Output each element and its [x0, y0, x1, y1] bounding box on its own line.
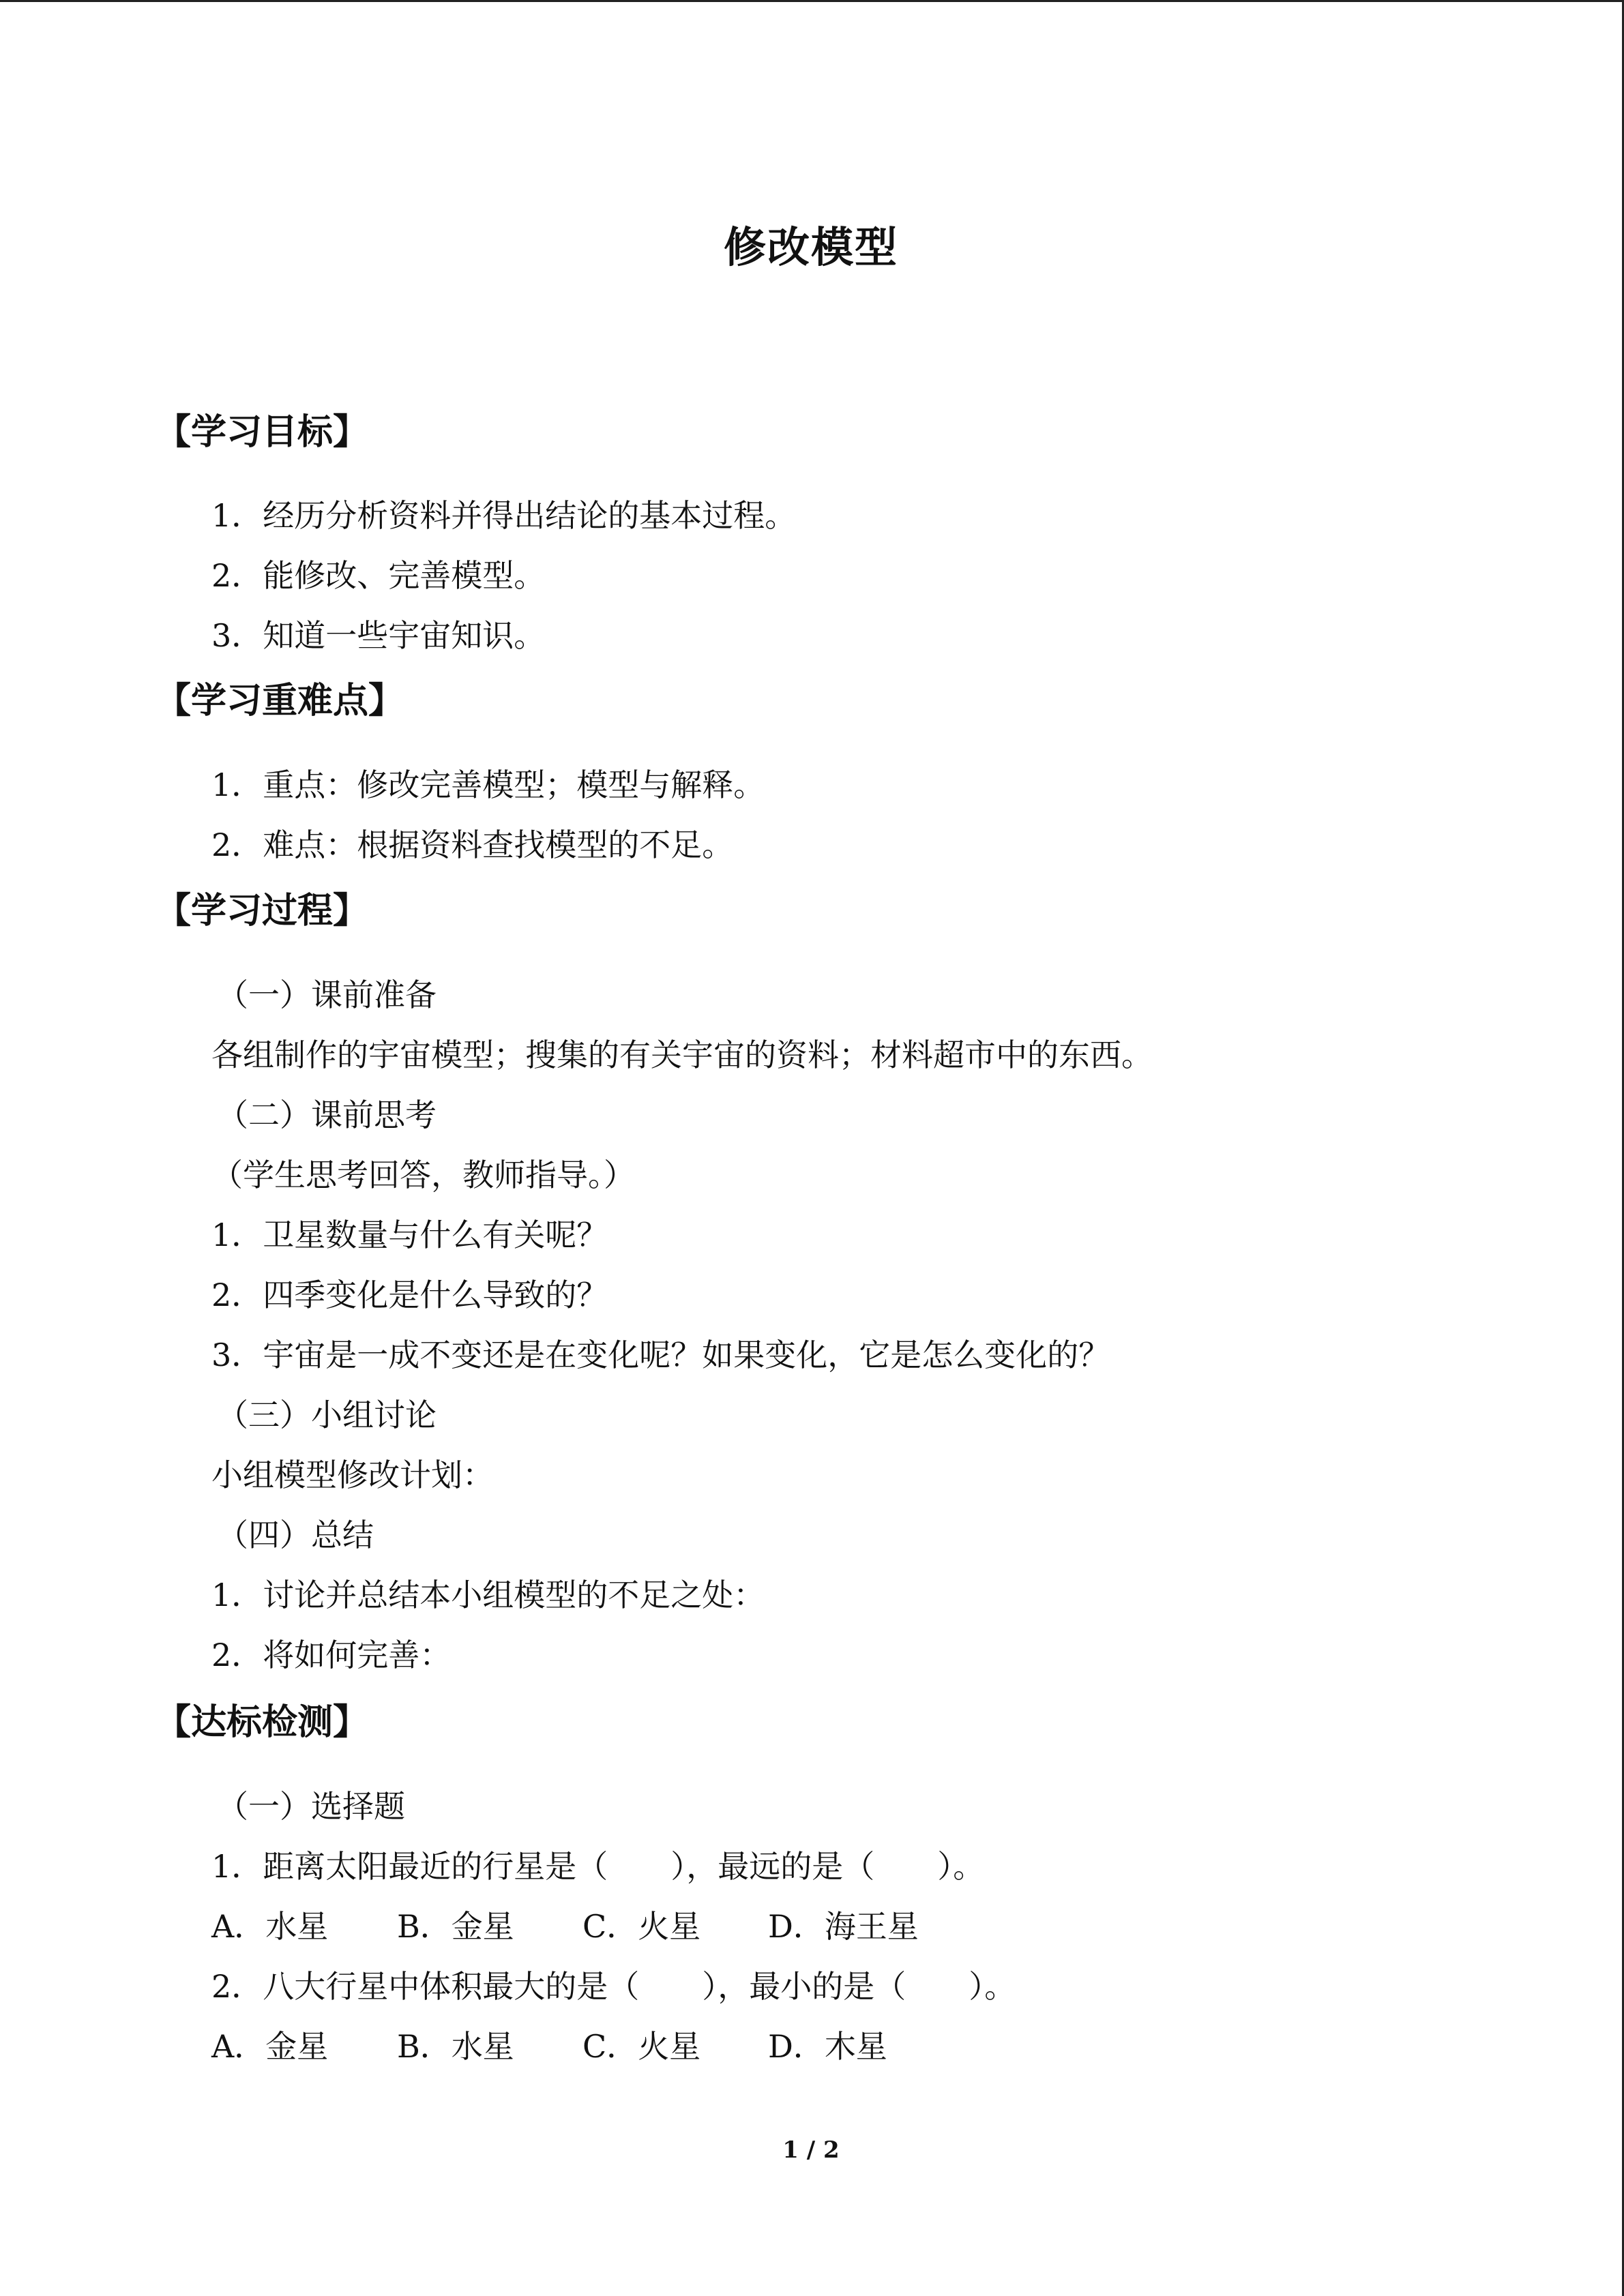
process-line-1: （一）课前准备 [217, 976, 437, 1013]
key-point-item-2: 2．难点：根据资料查找模型的不足。 [211, 826, 734, 863]
process-line-3: （二）课前思考 [217, 1097, 437, 1133]
test-subheading: （一）选择题 [217, 1788, 405, 1825]
process-line-12: 2．将如何完善： [211, 1637, 452, 1673]
question-2: 2．八大行星中体积最大的是（ ），最小的是（ ）。 [211, 1968, 1016, 2005]
section-heading-test: 【达标检测】 [156, 1702, 369, 1743]
process-line-2: 各组制作的宇宙模型；搜集的有关宇宙的资料；材料超市中的东西。 [211, 1037, 1153, 1073]
goal-item-3: 3．知道一些宇宙知识。 [211, 617, 546, 654]
process-line-8: （三）小组讨论 [217, 1397, 437, 1433]
question-1-option-a: A．水星 [211, 1908, 329, 1945]
question-1: 1．距离太阳最近的行星是（ ），最远的是（ ）。 [211, 1848, 985, 1885]
section-heading-key-points: 【学习重难点】 [156, 681, 404, 721]
process-line-6: 2．四季变化是什么导致的？ [211, 1277, 608, 1313]
process-line-7: 3．宇宙是一成不变还是在变化呢？如果变化，它是怎么变化的？ [211, 1337, 1110, 1373]
page-title: 修改模型 [723, 222, 898, 272]
section-heading-goals: 【学习目标】 [156, 412, 369, 453]
question-2-option-a: A．金星 [211, 2028, 329, 2065]
process-line-10: （四）总结 [217, 1517, 374, 1553]
question-2-option-d: D．木星 [768, 2028, 887, 2065]
page-number: 1 / 2 [782, 2136, 840, 2164]
process-line-9: 小组模型修改计划： [211, 1457, 494, 1493]
question-2-option-c: C．火星 [582, 2028, 701, 2065]
question-1-options [211, 1902, 919, 1947]
question-1-option-c: C．火星 [582, 1908, 701, 1945]
goal-item-2: 2．能修改、完善模型。 [211, 557, 546, 594]
section-heading-process: 【学习过程】 [156, 891, 369, 931]
process-line-4: （学生思考回答，教师指导。） [211, 1157, 635, 1193]
question-1-option-b: B．金星 [397, 1908, 514, 1945]
process-line-11: 1．讨论并总结本小组模型的不足之处： [211, 1577, 765, 1613]
goal-item-1: 1．经历分析资料并得出结论的基本过程。 [211, 497, 797, 534]
question-2-option-b: B．水星 [397, 2028, 514, 2065]
process-line-5: 1．卫星数量与什么有关呢？ [211, 1217, 608, 1253]
question-2-options [211, 2022, 887, 2067]
key-point-item-1: 1．重点：修改完善模型；模型与解释。 [211, 766, 765, 803]
question-1-option-d: D．海王星 [768, 1908, 919, 1945]
